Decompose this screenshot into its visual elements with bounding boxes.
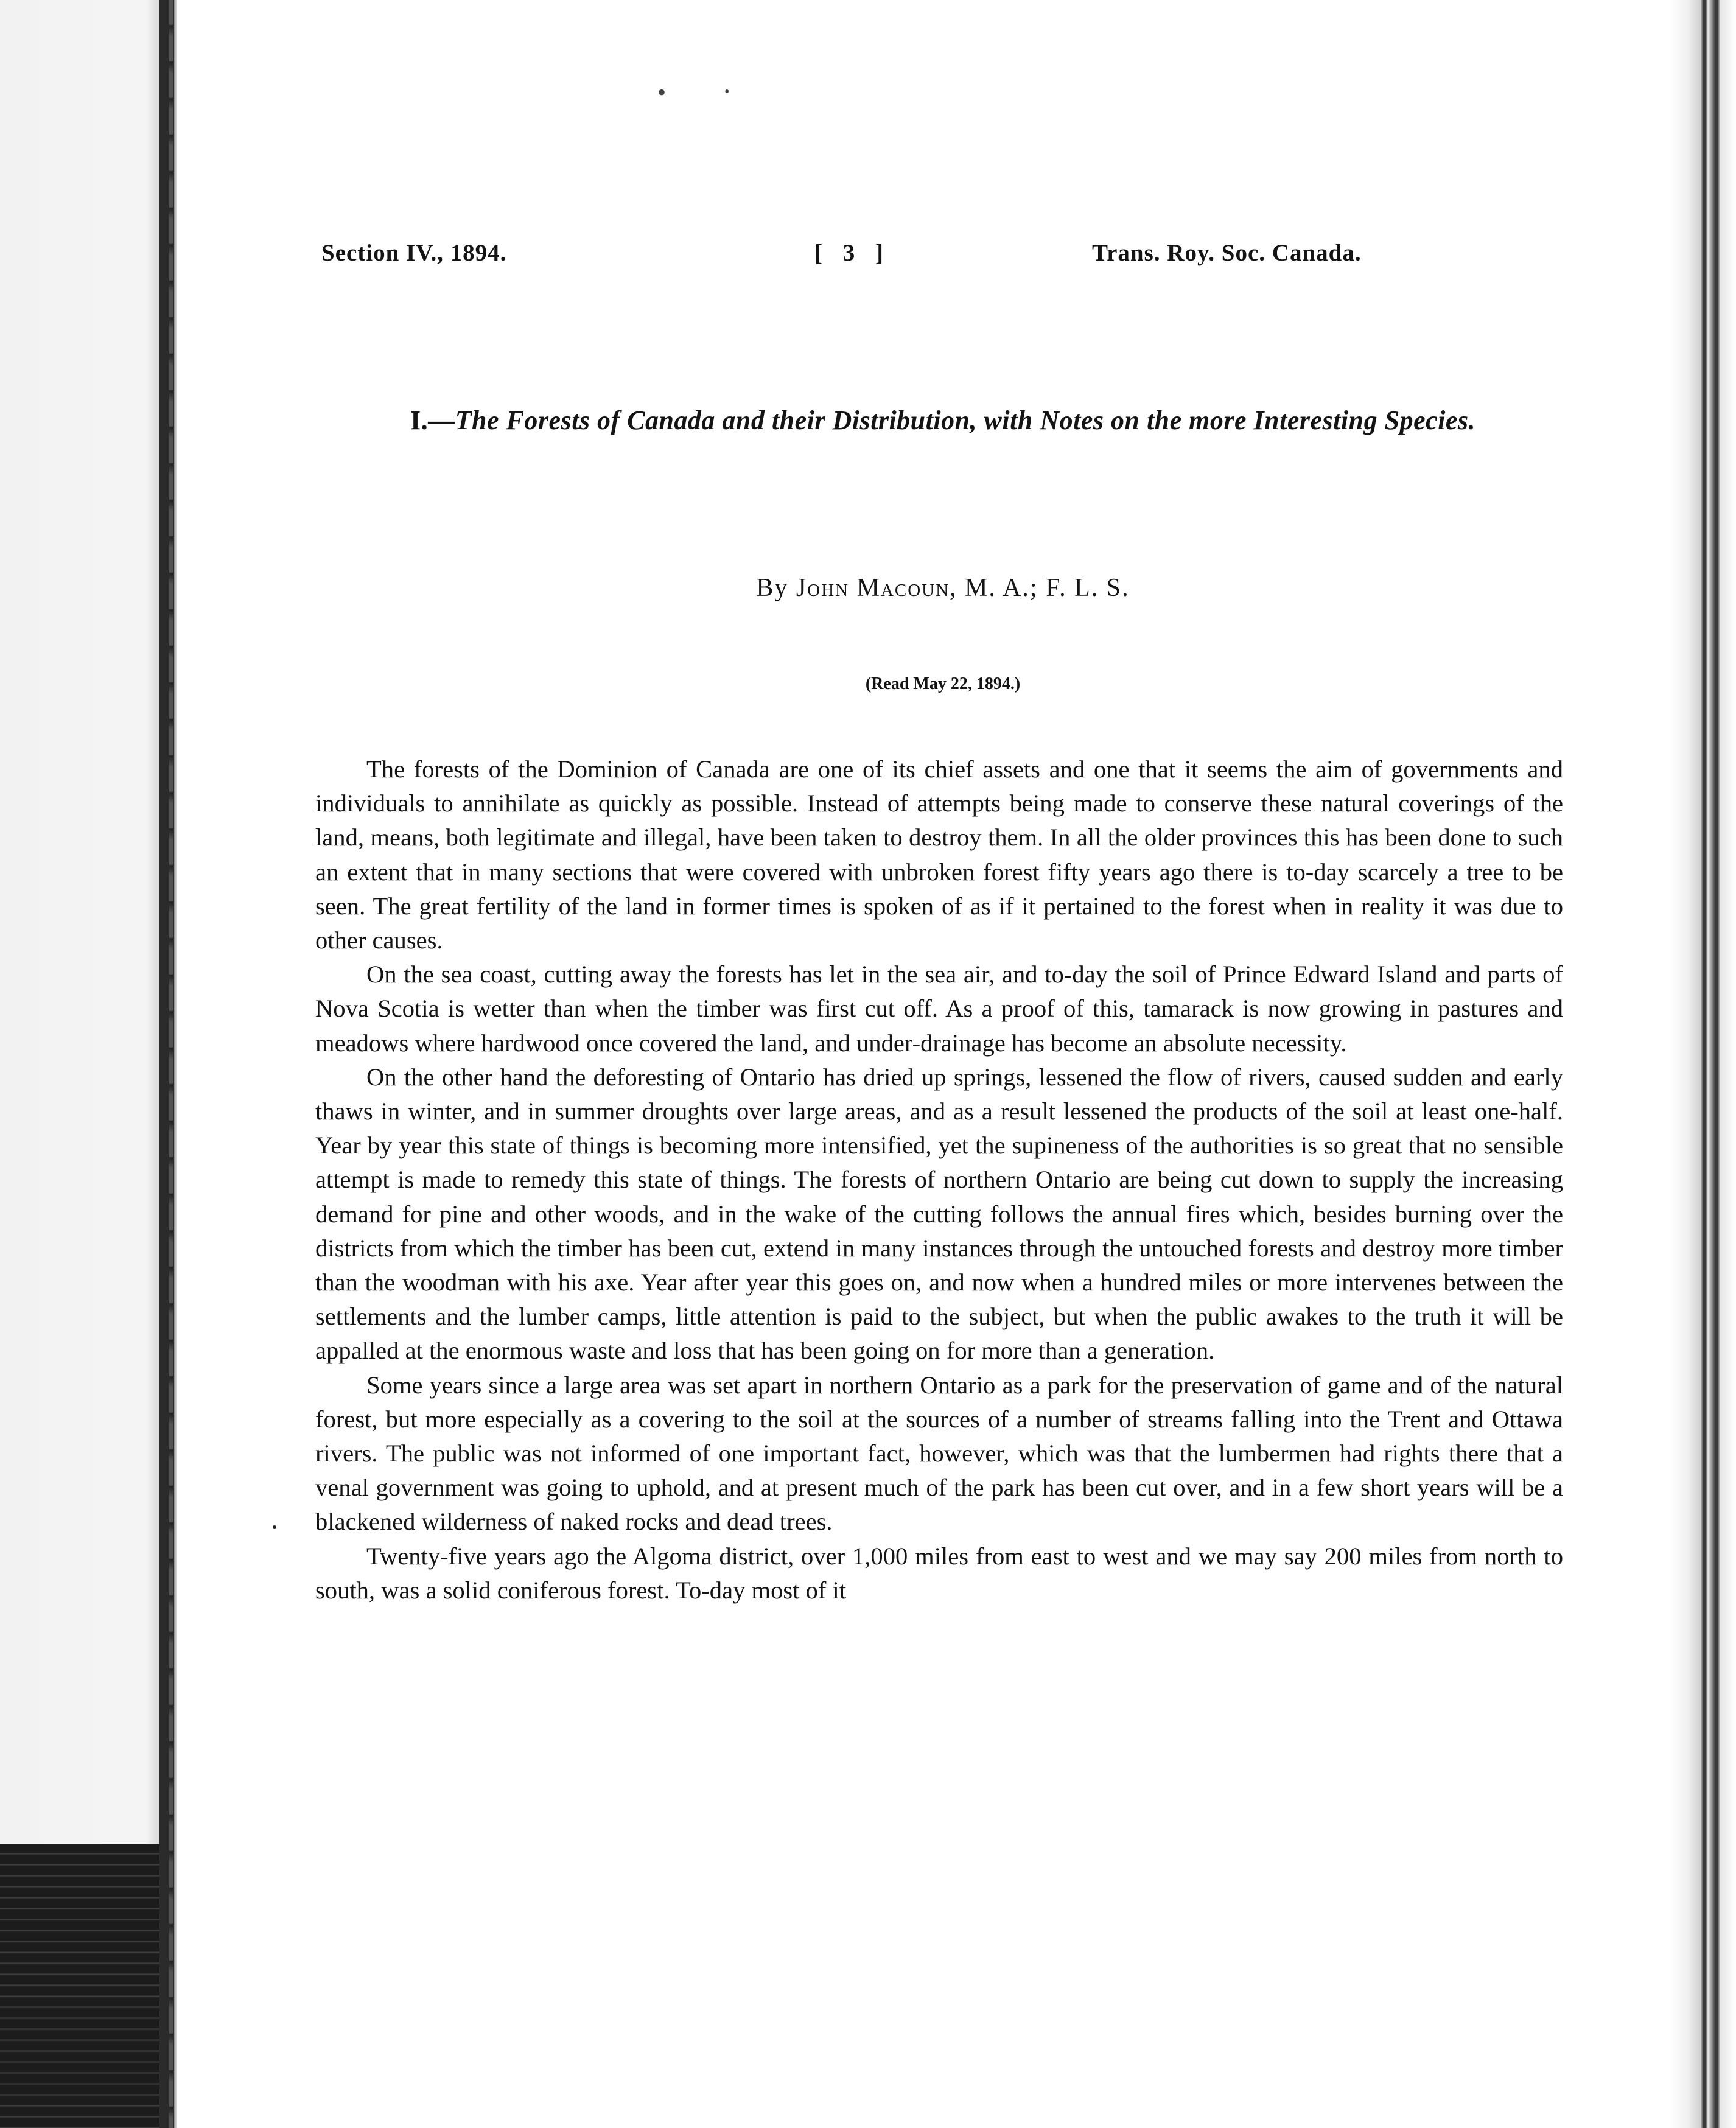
book-spine	[0, 0, 177, 2128]
page-number: [ 3 ]	[814, 240, 891, 266]
page-edge	[1669, 0, 1736, 2128]
print-speck: •	[724, 84, 730, 100]
running-head-right: Trans. Roy. Soc. Canada.	[1092, 240, 1362, 266]
book-page	[177, 0, 1669, 2128]
print-speck: •	[657, 79, 667, 106]
author-name: John Macoun, M. A.; F. L. S.	[796, 574, 1130, 602]
paragraph: Some years since a large area was set apart in northern Ontario as a park for the preservation of game and of the natural forest, but more especially as a covering to the soil at the sources of a number of streams falling into the Trent and Ottawa rivers. The public was not informed of one important fact, however, which was that the lumbermen had rights there that a venal government was going to uphold, and at present much of the park has been cut over, and in a few short years will be a blackened wilderness of naked rocks and dead trees.	[315, 1371, 1563, 1536]
article-number: I.—	[410, 405, 455, 435]
spine-shadow	[0, 1844, 159, 2128]
paragraph: Twenty-five years ago the Algoma district, over 1,000 miles from east to west and we may say 200 miles from north to south, was a solid coniferous forest. To-day most of it	[315, 1542, 1563, 1604]
paragraph: On the other hand the deforesting of Ontario has dried up springs, lessened the flow of rivers, caused sudden and early thaws in winter, and in summer droughts over large areas, and as a result lessened the products of the soil at least one-half. Year by year this state of things is becoming more intensified, yet the supineness of the authorities is so great that no sensible attempt is made to remedy this state of things. The forests of northern Ontario are being cut down to supply the increasing demand for pine and other woods, and in the wake of the cutting follows the annual fires which, besides burning over the districts from which the timber has been cut, extend in many instances through the untouched forests and destroy more timber than the woodman with his axe. Year after year this goes on, and now when a hundred miles or more intervenes between the settlements and the lumber camps, little attention is paid to the subject, but when the public awakes to the truth it will be appalled at the enormous waste and loss that has been going on for more than a generation.	[315, 1063, 1563, 1365]
paragraph: The forests of the Dominion of Canada are one of its chief assets and one that it seems the aim of governments and individuals to annihilate as quickly as possible. Instead of attempts being made to conserve these natural coverings of the land, means, both legitimate and illegal, have been taken to destroy them. In all the older provinces this has been done to such an extent that in many sections that were covered with unbroken forest fifty years ago there is to-day scarcely a tree to be seen. The great fertility of the land in former times is spoken of as if it pertained to the forest when in reality it was due to other causes.	[315, 755, 1563, 954]
article-title	[310, 402, 1575, 439]
byline-prefix: By	[756, 574, 789, 602]
article-title-text: The Forests of Canada and their Distribution, with Notes on the more Interesting Species.	[455, 405, 1475, 435]
running-head-left: Section IV., 1894.	[321, 240, 507, 266]
spine-stitching	[169, 0, 173, 2128]
paragraph: On the sea coast, cutting away the forests has let in the sea air, and to-day the soil of Prince Edward Island and parts of Nova Scotia is wetter than when the timber was first cut off. As a proof of this, tamarack is now growing in pastures and meadows where hardwood once covered the land, and under-drainage has become an absolute necessity.	[315, 961, 1563, 1057]
read-date-note: (Read May 22, 1894.)	[865, 674, 1021, 693]
print-speck	[273, 1525, 276, 1529]
byline	[310, 573, 1575, 603]
article-body	[315, 752, 1563, 1608]
